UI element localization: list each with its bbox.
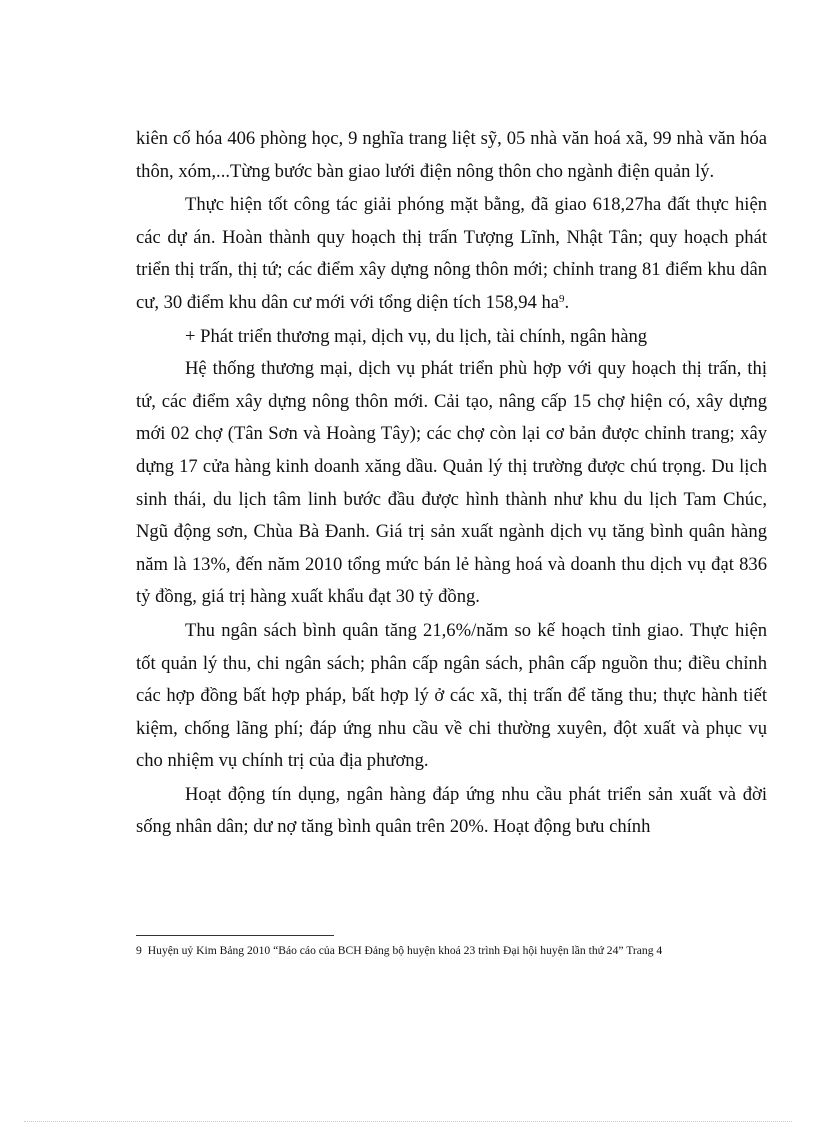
paragraph-4: Hệ thống thương mại, dịch vụ phát triển phù hợp với quy hoạch thị trấn, thị tứ, các điểm xây dựng nông thôn mới. Cải tạo, nâng cấp 15 chợ hiện có, xây dựng mới 02 chợ (Tân Sơn và Hoàng Tây); các chợ còn lại cơ bản được chỉnh trang; xây dựng 17 cửa hàng kinh doanh xăng dầu. Quản lý thị trường được chú trọng. Du lịch sinh thái, du lịch tâm linh bước đầu được hình thành như khu du lịch Tam Chúc, Ngũ động sơn, Chùa Bà Đanh. Giá trị sản xuất ngành dịch vụ tăng bình quân hàng năm là 13%, đến năm 2010 tổng mức bán lẻ hàng hoá và doanh thu dịch vụ đạt 836 tỷ đồng, giá trị hàng xuất khẩu đạt 30 tỷ đồng.: [136, 358, 767, 608]
page-bottom-edge: [24, 1121, 792, 1122]
paragraph-2: Thực hiện tốt công tác giải phóng mặt bằng, đã giao 618,27ha đất thực hiện các dự án. Hoàn thành quy hoạch thị trấn Tượng Lĩnh, Nhật Tân; quy hoạch phát triển thị trấn, thị tứ; các điểm xây dựng nông thôn mới; chỉnh trang 81 điểm khu dân cư, 30 điểm khu dân cư mới với tổng diện tích 158,94 $ha^9$.: [136, 194, 767, 313]
footnote: [136, 943, 776, 959]
paragraph-5: Thu ngân sách bình quân tăng 21,6%/năm so kế hoạch tỉnh giao. Thực hiện tốt quản lý thu, chi ngân sách; phân cấp ngân sách, phân cấp nguồn thu; điều chỉnh các hợp đồng bất hợp pháp, bất hợp lý ở các xã, thị trấn để tăng thu; thực hành tiết kiệm, chống lãng phí; đáp ứng nhu cầu về chi thường xuyên, đột xuất và phục vụ cho nhiệm vụ chính trị của địa phương.: [136, 619, 767, 772]
paragraph-6: Hoạt động tín dụng, ngân hàng đáp ứng nhu cầu phát triển sản xuất và đời sống nhân dân; dư nợ tăng bình quân trên 20%. Hoạt động bưu chính: [136, 783, 767, 838]
footnote-number: 9: [136, 944, 142, 957]
section-heading-commerce: + Phát triển thương mại, dịch vụ, du lịch, tài chính, ngân hàng: [185, 325, 648, 347]
footnote-separator: [136, 935, 334, 936]
paragraph-1: kiên cố hóa 406 phòng học, 9 nghĩa trang liệt sỹ, 05 nhà văn hoá xã, 99 nhà văn hóa thôn, xóm,...Từng bước bàn giao lưới điện nông thôn cho ngành điện quản lý.: [136, 128, 767, 182]
body-text: [136, 123, 767, 844]
footnote-text: Huyện uỷ Kim Bảng 2010 “Báo cáo của BCH Đảng bộ huyện khoá 23 trình Đại hội huyện lần thứ 24” Trang 4: [147, 944, 663, 957]
paragraph-2-text: Thực hiện tốt công tác giải phóng mặt bằng, đã giao 618,27ha đất thực hiện các dự án. Hoàn thành quy hoạch thị trấn Tượng Lĩnh, Nhật Tân; quy hoạch phát triển thị trấn, thị tứ; các điểm xây dựng nông thôn mới; chỉnh trang 81 điểm khu dân cư, 30 điểm khu dân cư mới với tổng diện tích 158,94 ha: [136, 194, 767, 313]
footnote-reference[interactable]: 9: [559, 292, 565, 305]
